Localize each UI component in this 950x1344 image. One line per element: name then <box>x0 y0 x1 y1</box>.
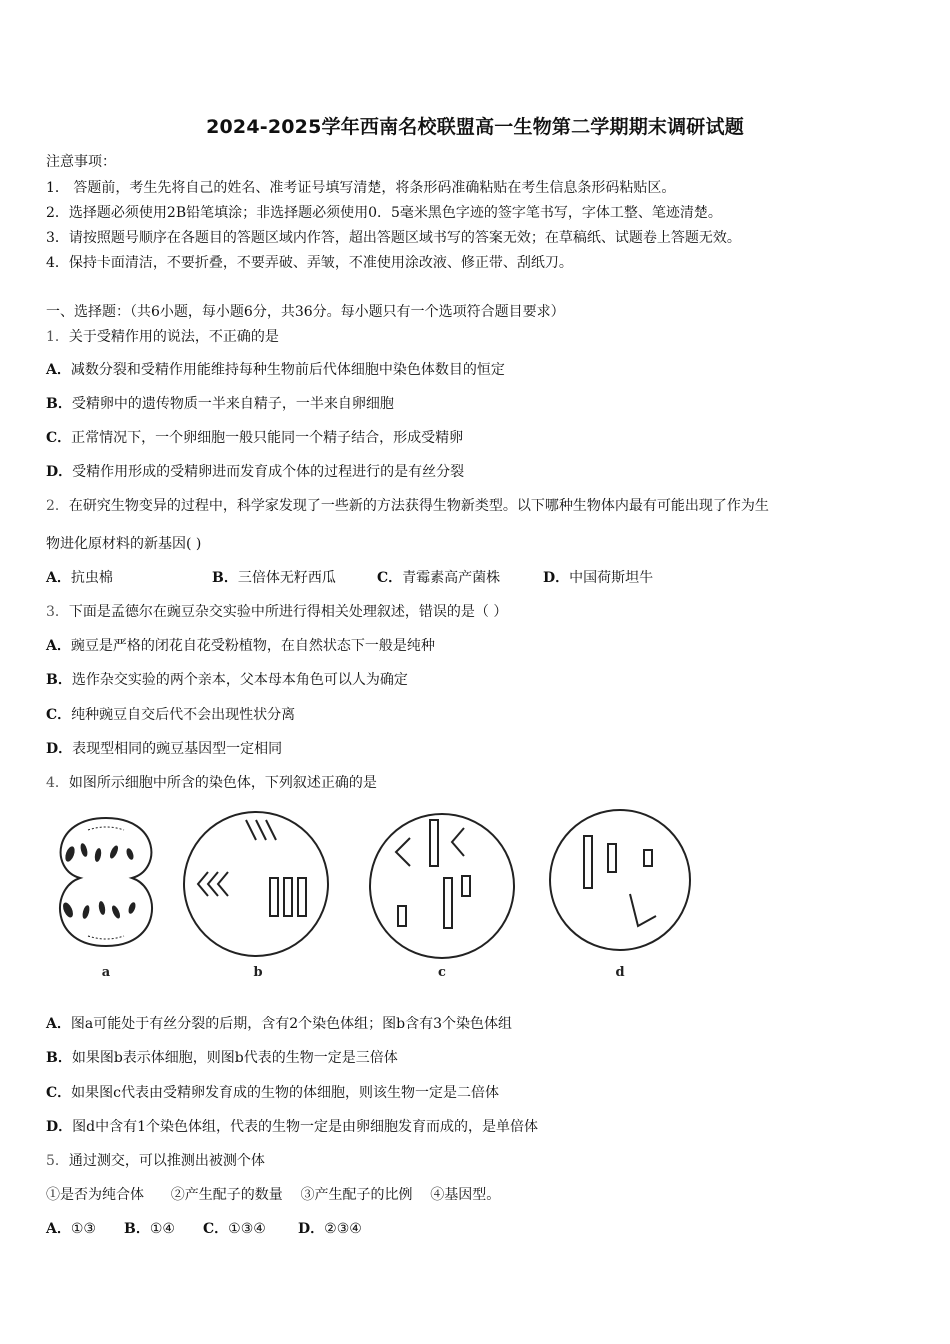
option-text: ①④ <box>149 1221 175 1237</box>
option-letter: C． <box>46 430 72 446</box>
question-5-stem <box>46 1152 265 1170</box>
question-number: 2． <box>46 498 69 514</box>
option-letter: C． <box>46 1085 72 1101</box>
option-text: 图a可能处于有丝分裂的后期，含有2个染色体组；图b含有3个染色体组 <box>70 1016 512 1032</box>
q3-option-b <box>46 671 408 689</box>
option-letter: B． <box>124 1221 150 1237</box>
q2-option-d <box>543 569 653 587</box>
question-2-stem <box>46 497 769 515</box>
q4-option-b <box>46 1049 398 1067</box>
option-letter: D． <box>46 464 73 480</box>
option-text: 受精卵中的遗传物质一半来自精子，一半来自卵细胞 <box>71 396 394 412</box>
q3-option-d <box>46 740 282 758</box>
chromosome-cells-figure <box>40 808 700 988</box>
option-text: 青霉素高产菌株 <box>402 570 501 586</box>
question-number: 4． <box>46 775 69 791</box>
q4-option-c <box>46 1084 499 1102</box>
option-letter: D． <box>46 741 73 757</box>
option-text: 抗虫棉 <box>70 570 113 586</box>
q2-option-c <box>377 569 500 587</box>
option-text: 正常情况下，一个卵细胞一般只能同一个精子结合，形成受精卵 <box>71 430 464 446</box>
question-3-stem <box>46 603 507 621</box>
option-text: 纯种豌豆自交后代不会出现性状分离 <box>71 707 296 723</box>
q4-option-a <box>46 1015 512 1033</box>
q3-option-c <box>46 706 295 724</box>
option-letter: C． <box>377 570 403 586</box>
option-letter: B． <box>46 1050 72 1066</box>
q1-option-a <box>46 361 505 379</box>
question-2-stem-cont: 物进化原材料的新基因( ) <box>46 536 202 552</box>
option-letter: B． <box>46 396 72 412</box>
q5-option-b <box>124 1220 175 1238</box>
option-text: 三倍体无籽西瓜 <box>237 570 336 586</box>
option-letter: D． <box>543 570 570 586</box>
option-letter: A． <box>46 638 71 654</box>
question-number: 3． <box>46 604 69 620</box>
question-1-stem <box>46 328 279 346</box>
question-number: 5． <box>46 1153 69 1169</box>
q2-option-a <box>46 569 113 587</box>
option-text: ①③④ <box>228 1221 266 1237</box>
option-letter: A． <box>46 362 71 378</box>
option-text: 豌豆是严格的闭花自花受粉植物，在自然状态下一般是纯种 <box>70 638 435 654</box>
cell-b <box>184 812 328 956</box>
option-text: 图d中含有1个染色体组，代表的生物一定是由卵细胞发育而成的，是单倍体 <box>72 1119 539 1135</box>
option-letter: D． <box>46 1119 73 1135</box>
page-title: 2024-2025学年西南名校联盟高一生物第二学期期末调研试题 <box>206 116 744 138</box>
option-text: 如果图b表示体细胞，则图b代表的生物一定是三倍体 <box>71 1050 398 1066</box>
q1-option-c <box>46 429 463 447</box>
option-text: 减数分裂和受精作用能维持每种生物前后代体细胞中染色体数目的恒定 <box>70 362 505 378</box>
notice-heading: 注意事项： <box>46 154 116 170</box>
cell-b-label: b <box>253 965 263 980</box>
notice-item: 1． 答题前，考生先将自己的姓名、准考证号填写清楚，将条形码准确粘贴在考生信息条形码粘贴区。 <box>46 180 676 196</box>
option-letter: B． <box>212 570 238 586</box>
option-text: ①③ <box>70 1221 96 1237</box>
question-number: 1． <box>46 329 69 345</box>
option-text: 中国荷斯坦牛 <box>569 570 654 586</box>
option-letter: C． <box>203 1221 229 1237</box>
cell-d-label: d <box>615 965 625 980</box>
q2-option-b <box>212 569 336 587</box>
notice-item: 3．请按照题号顺序在各题目的答题区域内作答，超出答题区域书写的答案无效；在草稿纸、试题卷上答题无效。 <box>46 230 741 246</box>
option-text: 表现型相同的豌豆基因型一定相同 <box>72 741 283 757</box>
section-heading: 一、选择题：（共6小题，每小题6分，共36分。每小题只有一个选项符合题目要求） <box>46 304 565 320</box>
option-letter: A． <box>46 570 71 586</box>
option-text: 受精作用形成的受精卵进而发育成个体的过程进行的是有丝分裂 <box>72 464 465 480</box>
q5-option-a <box>46 1220 96 1238</box>
question-5-items: ①是否为纯合体 ②产生配子的数量 ③产生配子的比例 ④基因型。 <box>46 1187 501 1203</box>
option-text: 选作杂交实验的两个亲本，父本母本角色可以人为确定 <box>71 672 408 688</box>
q5-option-d <box>298 1220 362 1238</box>
cell-a <box>60 818 152 946</box>
q1-option-d <box>46 463 464 481</box>
cell-d <box>550 810 690 950</box>
notice-item: 4．保持卡面清洁，不要折叠，不要弄破、弄皱，不准使用涂改液、修正带、刮纸刀。 <box>46 255 573 271</box>
cell-c <box>370 814 514 958</box>
question-text: 通过测交，可以推测出被测个体 <box>68 1153 265 1169</box>
cell-a-label: a <box>101 965 111 980</box>
option-letter: B． <box>46 672 72 688</box>
option-letter: A． <box>46 1221 71 1237</box>
question-4-stem <box>46 774 377 792</box>
question-text: 在研究生物变异的过程中，科学家发现了一些新的方法获得生物新类型。以下哪种生物体内最有可能出现了作为生 <box>68 498 769 514</box>
option-letter: D． <box>298 1221 325 1237</box>
cell-c-label: c <box>438 965 446 980</box>
option-text: 如果图c代表由受精卵发育成的生物的体细胞，则该生物一定是二倍体 <box>71 1085 499 1101</box>
question-text: 如图所示细胞中所含的染色体，下列叙述正确的是 <box>68 775 377 791</box>
option-letter: A． <box>46 1016 71 1032</box>
q4-option-d <box>46 1118 538 1136</box>
q3-option-a <box>46 637 435 655</box>
notice-item: 2．选择题必须使用2B铅笔填涂；非选择题必须使用0．5毫米黑色字迹的签字笔书写，字体工整、笔迹清楚。 <box>46 205 722 221</box>
q5-option-c <box>203 1220 266 1238</box>
option-letter: C． <box>46 707 72 723</box>
option-text: ②③④ <box>324 1221 362 1237</box>
question-text: 关于受精作用的说法，不正确的是 <box>68 329 279 345</box>
q1-option-b <box>46 395 394 413</box>
question-text: 下面是孟德尔在豌豆杂交实验中所进行得相关处理叙述，错误的是（ ） <box>68 604 508 620</box>
